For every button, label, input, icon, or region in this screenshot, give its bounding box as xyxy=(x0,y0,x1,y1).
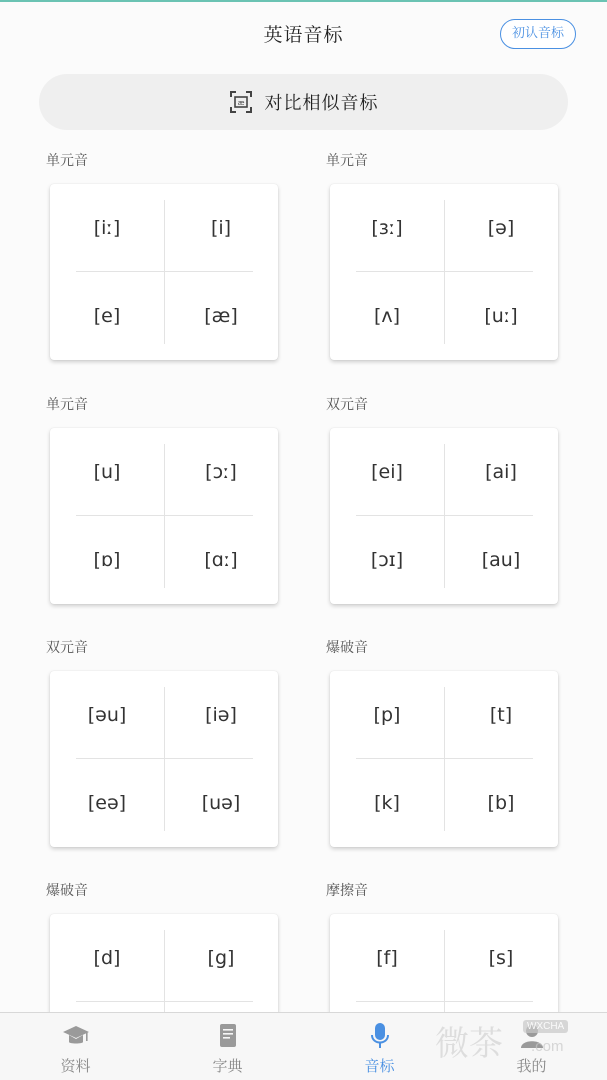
phonetic-symbol[interactable]: [eə] xyxy=(87,792,127,814)
phonetic-symbol[interactable]: [ɔː] xyxy=(205,461,237,483)
phonetic-symbol[interactable]: [ʌ] xyxy=(373,305,401,327)
phonetic-symbol[interactable] xyxy=(164,1002,278,1012)
tab-dictionary[interactable] xyxy=(152,1013,303,1080)
phonetic-card xyxy=(50,914,278,1012)
svg-text:æ: æ xyxy=(237,99,244,107)
phonetic-symbol[interactable]: [iə] xyxy=(205,704,237,726)
phonetic-symbol[interactable] xyxy=(330,1002,444,1012)
phonetic-card xyxy=(50,428,278,604)
phonetic-symbol[interactable]: [ə] xyxy=(487,217,515,239)
phonetic-symbol[interactable]: [ɔɪ] xyxy=(370,549,404,571)
tab-label: 资料 xyxy=(60,1057,91,1075)
tab-phonetics[interactable] xyxy=(304,1013,455,1080)
phonetic-symbol[interactable]: [au] xyxy=(481,549,521,571)
phonetic-symbol[interactable]: [ɒ] xyxy=(93,549,121,571)
compare-scan-icon xyxy=(229,90,253,114)
tab-label: 字典 xyxy=(212,1057,243,1075)
beginner-phonetics-button[interactable]: 初认音标 xyxy=(500,19,576,49)
phonetic-card xyxy=(50,184,278,360)
group-label: 单元音 xyxy=(46,153,88,169)
phonetic-symbol[interactable]: [d] xyxy=(93,947,121,969)
phonetic-symbol[interactable]: [ai] xyxy=(485,461,517,483)
phonetic-symbol[interactable]: [ɑː] xyxy=(204,549,238,571)
header xyxy=(0,2,607,64)
phonetic-symbol[interactable] xyxy=(444,1002,558,1012)
book-icon xyxy=(213,1021,243,1051)
phonetic-symbol[interactable]: [ei] xyxy=(371,461,403,483)
phonetic-card xyxy=(330,671,558,847)
phonetic-symbol[interactable]: [g] xyxy=(207,947,235,969)
phonetic-groups xyxy=(0,130,607,1012)
compare-similar-button[interactable] xyxy=(39,74,568,130)
phonetic-symbol[interactable]: [e] xyxy=(93,305,121,327)
group-label: 爆破音 xyxy=(326,640,368,656)
phonetic-symbol[interactable]: [æ] xyxy=(204,305,238,327)
graduation-cap-icon xyxy=(61,1021,91,1051)
phonetic-symbol[interactable]: [b] xyxy=(487,792,515,814)
group-label: 双元音 xyxy=(46,640,88,656)
phonetic-symbol[interactable]: [p] xyxy=(373,704,401,726)
phonetic-symbol[interactable]: [s] xyxy=(488,947,514,969)
phonetic-symbol[interactable]: [ɜː] xyxy=(371,217,403,239)
bottom-tab-bar xyxy=(0,1012,607,1080)
phonetic-symbol[interactable]: [əu] xyxy=(87,704,127,726)
phonetic-card xyxy=(50,671,278,847)
watermark-text: 微茶 xyxy=(435,1024,503,1064)
watermark-suffix: .com xyxy=(531,1038,564,1055)
phonetic-symbol[interactable]: [uə] xyxy=(201,792,241,814)
phonetic-symbol[interactable] xyxy=(50,1002,164,1012)
phonetic-card xyxy=(330,428,558,604)
compare-label: 对比相似音标 xyxy=(264,93,379,114)
tab-me[interactable] xyxy=(456,1013,607,1080)
phonetic-card xyxy=(330,914,558,1012)
group-label: 爆破音 xyxy=(46,883,88,899)
tab-label: 我的 xyxy=(516,1057,547,1075)
page-title: 英语音标 xyxy=(263,24,344,46)
microphone-icon xyxy=(365,1021,395,1051)
tab-label: 音标 xyxy=(364,1057,395,1075)
phonetic-symbol[interactable]: [uː] xyxy=(484,305,518,327)
phonetic-card xyxy=(330,184,558,360)
user-icon xyxy=(517,1021,547,1051)
group-label: 单元音 xyxy=(46,397,88,413)
watermark-badge: WXCHA xyxy=(523,1020,568,1033)
phonetic-symbol[interactable]: [t] xyxy=(489,704,513,726)
phonetic-symbol[interactable]: [u] xyxy=(93,461,121,483)
group-label: 双元音 xyxy=(326,397,368,413)
tab-materials[interactable] xyxy=(0,1013,151,1080)
phonetic-symbol[interactable]: [iː] xyxy=(93,217,121,239)
phonetic-symbol[interactable]: [k] xyxy=(374,792,400,814)
phonetic-symbol[interactable]: [f] xyxy=(376,947,398,969)
phonetic-symbol[interactable]: [i] xyxy=(210,217,232,239)
group-label: 摩擦音 xyxy=(326,883,368,899)
group-label: 单元音 xyxy=(326,153,368,169)
